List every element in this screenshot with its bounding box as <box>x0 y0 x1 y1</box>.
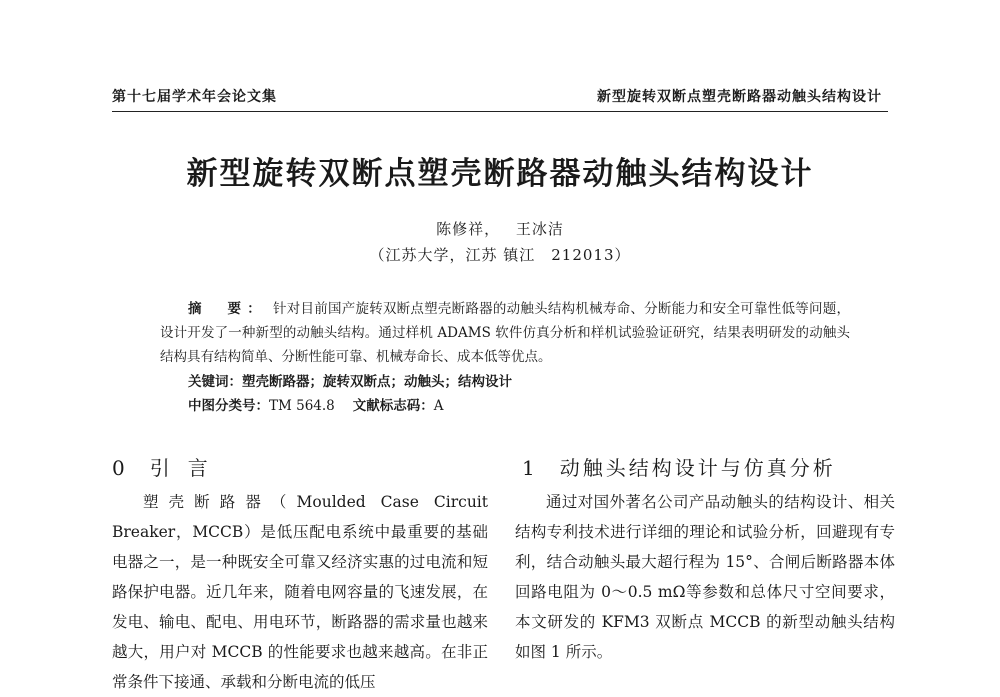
authors: 陈修祥， 王冰洁 <box>436 220 564 238</box>
keywords-label: 关键词： <box>188 374 242 390</box>
section-0-paragraph: 塑壳断路器（Moulded Case Circuit Breaker，MCCB）是低压配电系统中最重要的基础电器之一，是一种既安全可靠又经济实惠的过电流和短路保护电器。近几年来，随着电网容量的飞速发展，在发电、输电、配电、用电环节，断路器的需求量也越来越大，用户对 MCCB 的性能要求也越来越高。在非正常条件下接通、承载和分断电流的低压 <box>112 493 488 691</box>
section-0-number: 0 <box>112 456 128 480</box>
section-1-number: 1 <box>522 456 538 480</box>
affiliation: （江苏大学，江苏 镇江 212013） <box>369 246 631 264</box>
left-column <box>112 487 488 697</box>
clc-label: 中图分类号： <box>188 398 269 414</box>
section-1-heading <box>522 452 836 481</box>
keywords <box>188 370 512 390</box>
section-1-paragraph: 通过对国外著名公司产品动触头的结构设计、相关结构专利技术进行详细的理论和试验分析，回避现有专利，结合动触头最大超行程为 15°、合闸后断路器本体回路电阻为 0～0.5 mΩ等参数和总体尺寸空间要求，本文研发的 KFM3 双断点 MCCB 的新型动触头结构如图 1 所示。 <box>515 493 895 661</box>
header-divider <box>112 111 888 112</box>
abstract <box>160 297 850 369</box>
section-0-title: 引言 <box>149 456 226 480</box>
paper-title: 新型旋转双断点塑壳断路器动触头结构设计 <box>186 156 814 192</box>
running-header-left: 第十七届学术年会论文集 <box>112 89 277 105</box>
abstract-text: 针对目前国产旋转双断点塑壳断路器的动触头结构机械寿命、分断能力和安全可靠性低等问题，设计开发了一种新型的动触头结构。通过样机 ADAMS 软件仿真分析和样机试验验证研究，结果表明研发的动触头结构具有结构简单、分断性能可靠、机械寿命长、成本低等优点。 <box>160 301 851 365</box>
running-header-right: 新型旋转双断点塑壳断路器动触头结构设计 <box>597 89 882 105</box>
right-column <box>515 487 895 667</box>
classification <box>188 394 444 414</box>
keywords-value: 塑壳断路器；旋转双断点；动触头；结构设计 <box>242 374 512 390</box>
abstract-label: 摘 要： <box>188 301 267 317</box>
doc-code-value: A <box>433 398 444 414</box>
doc-code-label: 文献标志码： <box>352 398 434 414</box>
section-0-heading <box>112 452 226 481</box>
section-1-title: 动触头结构设计与仿真分析 <box>559 456 836 480</box>
clc-value: TM 564.8 <box>269 398 335 414</box>
